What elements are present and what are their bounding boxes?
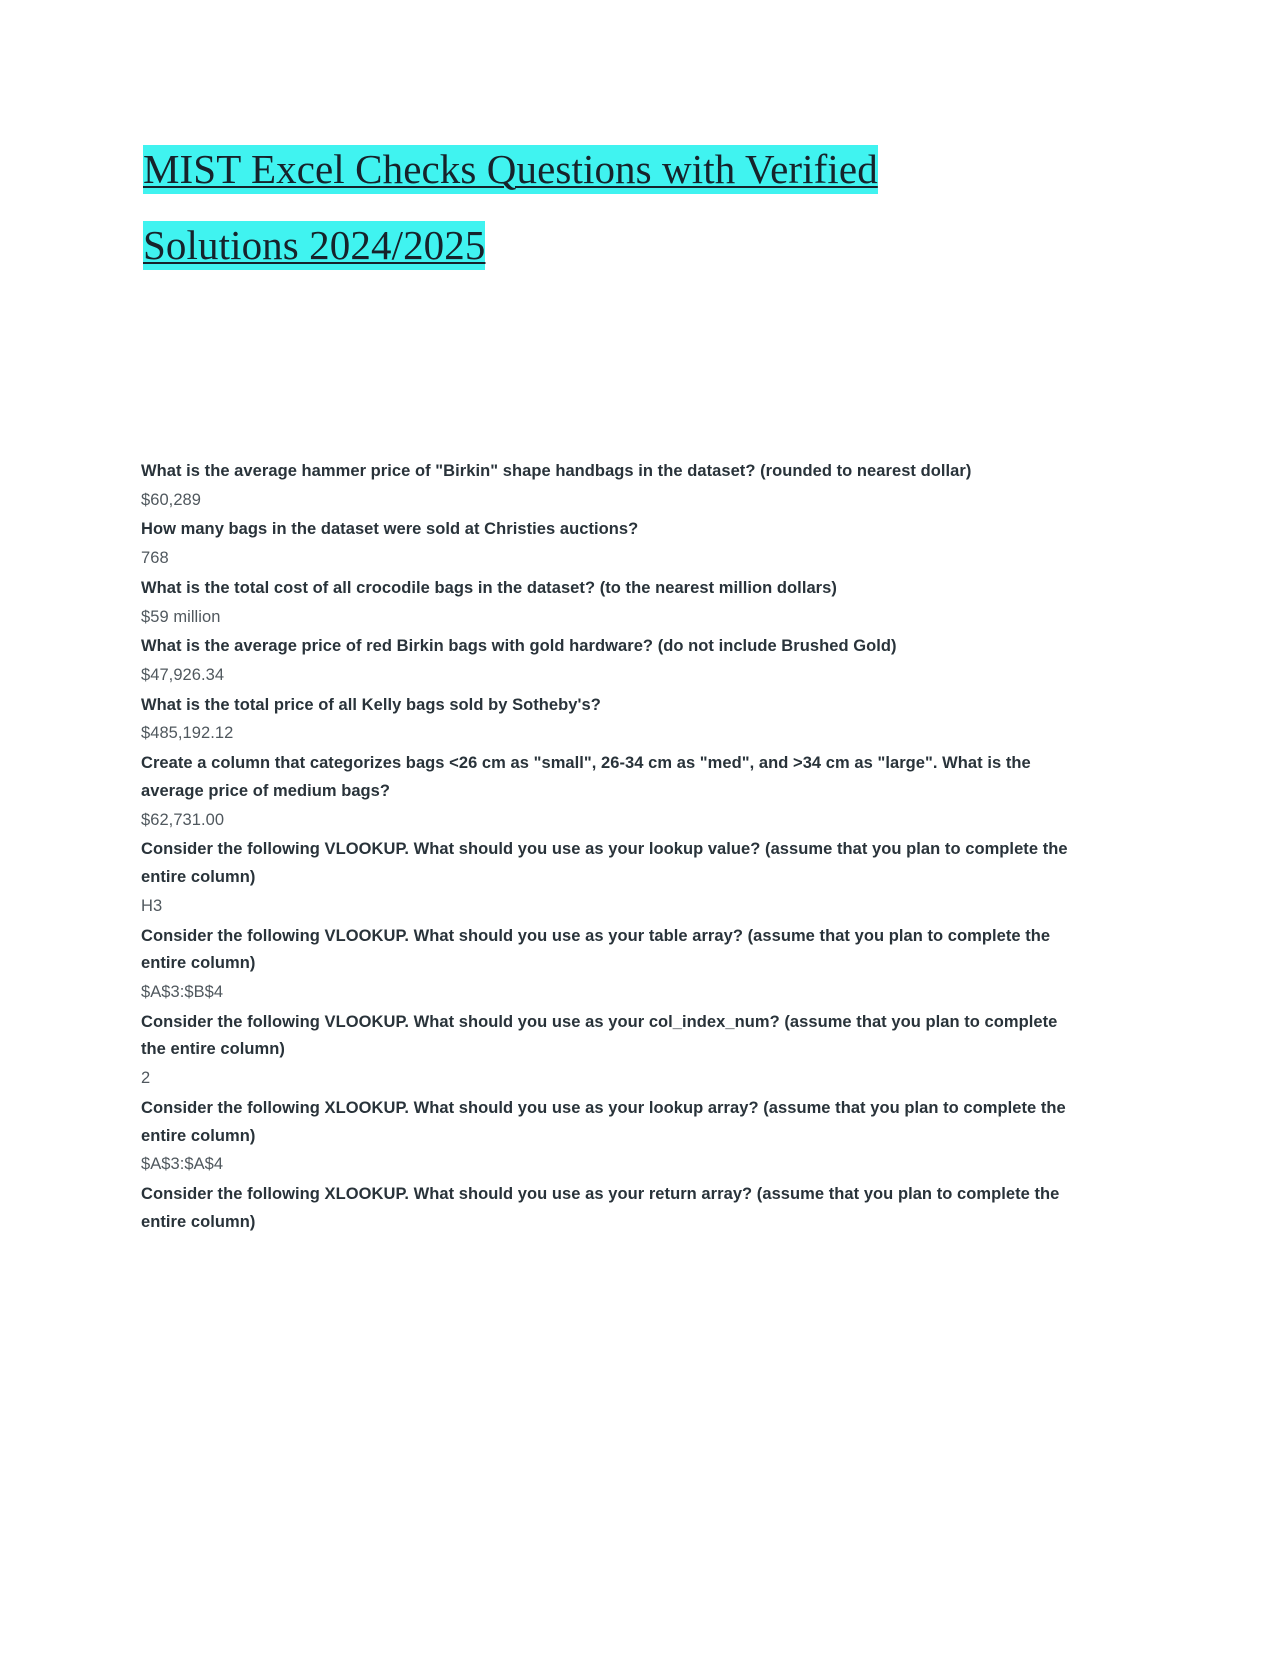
answer-text: $485,192.12 bbox=[141, 724, 234, 743]
question-text: Consider the following XLOOKUP. What should you use as your lookup array? (assume that you plan to complete the entire column) bbox=[141, 1098, 1066, 1145]
question-text: What is the total cost of all crocodile bags in the dataset? (to the nearest million dollars) bbox=[141, 578, 837, 597]
answer-text: 768 bbox=[141, 549, 169, 568]
qa-list bbox=[141, 458, 1086, 1237]
question-text: What is the total price of all Kelly bags sold by Sotheby's? bbox=[141, 695, 601, 714]
page-title-line-1: MIST Excel Checks Questions with Verified bbox=[143, 146, 878, 192]
page-title-line-2: Solutions 2024/2025 bbox=[143, 221, 486, 268]
question-text: What is the average hammer price of "Birkin" shape handbags in the dataset? (rounded to nearest dollar) bbox=[141, 462, 972, 480]
page-title bbox=[143, 132, 1023, 284]
answer-text: H3 bbox=[141, 896, 163, 915]
answer-text: $59 million bbox=[141, 607, 221, 626]
answer-text: $47,926.34 bbox=[141, 666, 225, 685]
question-text: Create a column that categorizes bags <26 cm as "small", 26-34 cm as "med", and >34 cm as "large". What is the average price of medium bags? bbox=[141, 754, 1031, 800]
answer-text: $62,731.00 bbox=[141, 810, 225, 829]
answer-text: 2 bbox=[141, 1069, 151, 1088]
question-text: Consider the following VLOOKUP. What should you use as your col_index_num? (assume that you plan to complete the entire column) bbox=[141, 1012, 1058, 1059]
question-text: Consider the following VLOOKUP. What should you use as your table array? (assume that you plan to complete the entire column) bbox=[141, 926, 1051, 973]
question-text: Consider the following VLOOKUP. What should you use as your lookup value? (assume that you plan to complete the entire column) bbox=[141, 840, 1068, 887]
question-text: Consider the following XLOOKUP. What should you use as your return array? (assume that you plan to complete the entire column) bbox=[141, 1184, 1060, 1231]
question-text: What is the average price of red Birkin bags with gold hardware? (do not include Brushed Gold) bbox=[141, 637, 897, 656]
question-text: How many bags in the dataset were sold at Christies auctions? bbox=[141, 520, 639, 539]
answer-text: $A$3:$B$4 bbox=[141, 982, 224, 1001]
answer-text: $60,289 bbox=[141, 490, 201, 509]
answer-text: $A$3:$A$4 bbox=[141, 1155, 224, 1174]
